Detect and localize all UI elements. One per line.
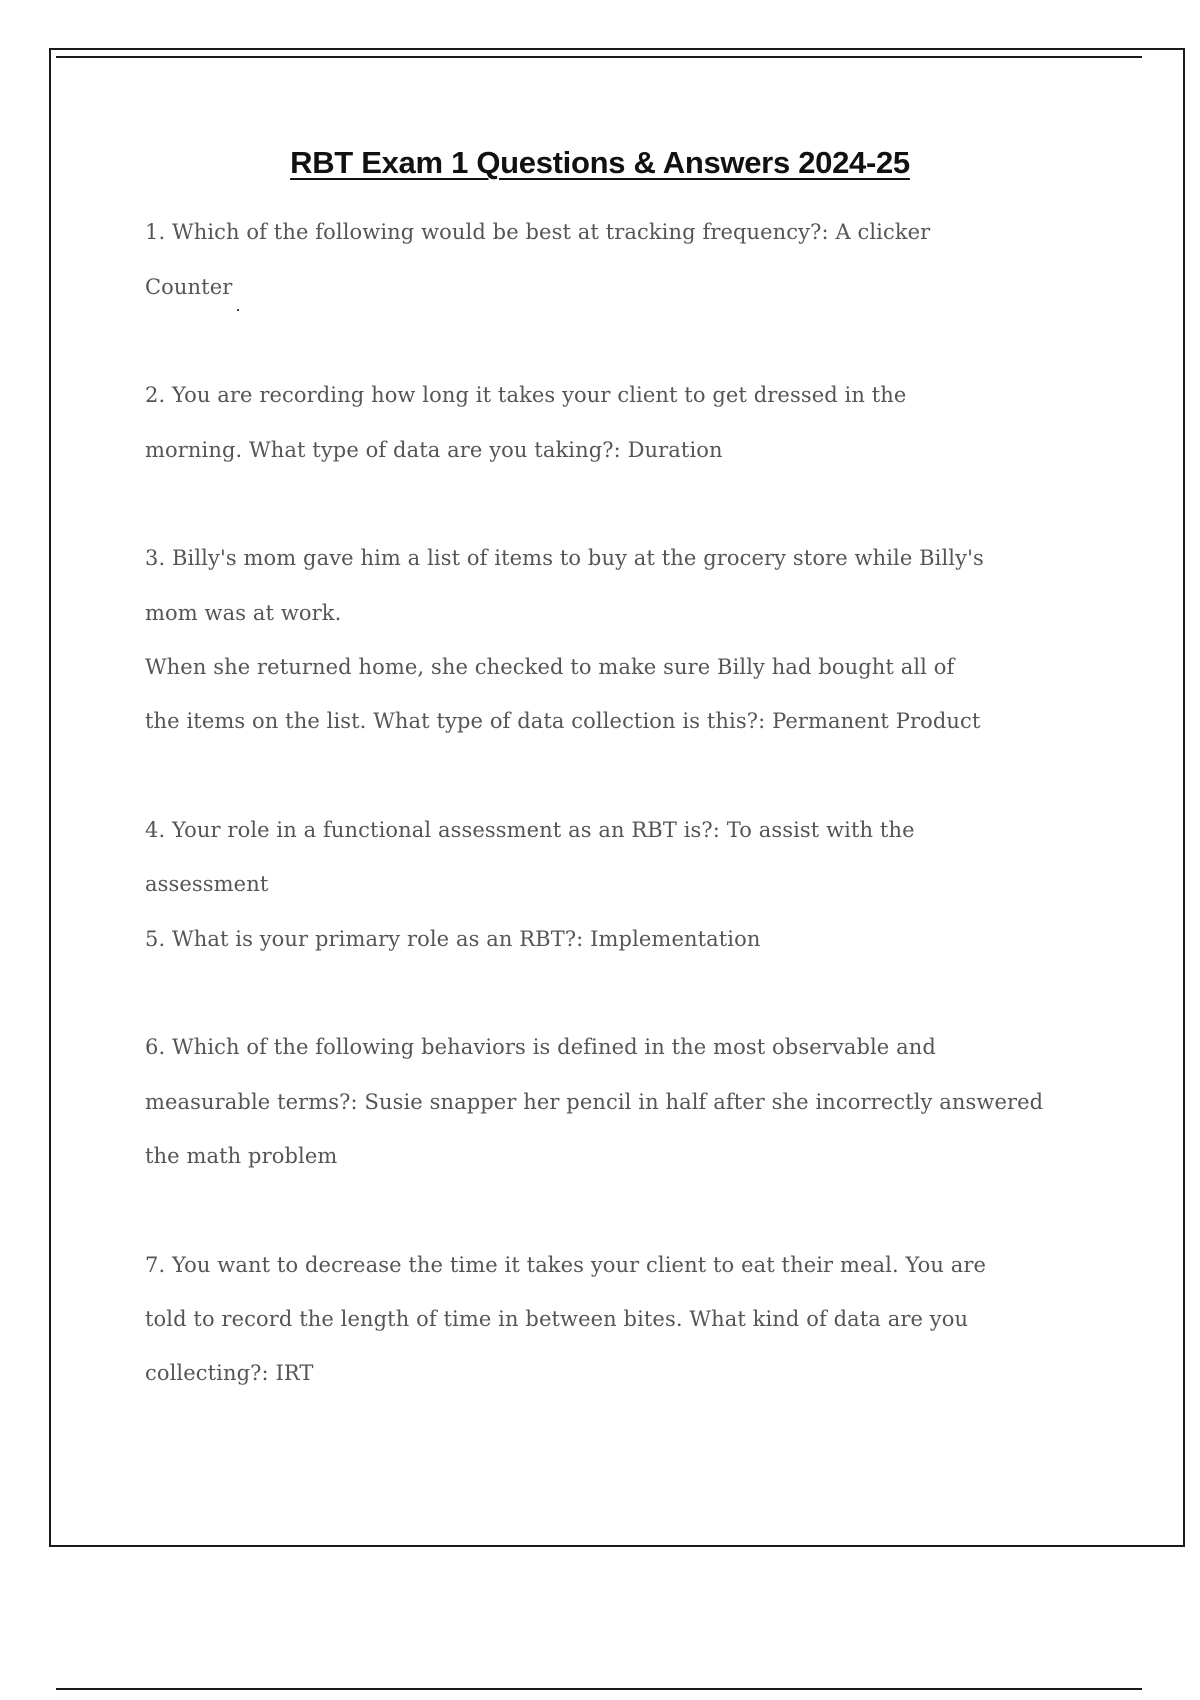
question-2-line-1: 2. You are recording how long it takes your client to get dressed in the	[145, 383, 907, 407]
stray-mark	[237, 309, 239, 311]
page-title-text: RBT Exam 1 Questions & Answers 2024-25	[290, 145, 910, 180]
question-3-line-4: the items on the list. What type of data collection is this?: Permanent Product	[145, 709, 981, 733]
bottom-rule	[56, 1688, 1142, 1690]
top-rule	[56, 56, 1142, 58]
question-6-line-1: 6. Which of the following behaviors is defined in the most observable and	[145, 1035, 936, 1059]
question-2-line-2: morning. What type of data are you taking?: Duration	[145, 438, 723, 462]
question-3-line-3: When she returned home, she checked to make sure Billy had bought all of	[145, 655, 955, 679]
question-4-line-2: assessment	[145, 872, 269, 896]
question-6-line-3: the math problem	[145, 1144, 338, 1168]
question-3-line-1: 3. Billy's mom gave him a list of items to buy at the grocery store while Billy's	[145, 546, 984, 570]
question-6-line-2: measurable terms?: Susie snapper her pencil in half after she incorrectly answered	[145, 1090, 1044, 1114]
question-7-line-3: collecting?: IRT	[145, 1361, 314, 1385]
question-1-line-1: 1. Which of the following would be best at tracking frequency?: A clicker	[145, 220, 931, 244]
question-4-line-1: 4. Your role in a functional assessment as an RBT is?: To assist with the	[145, 818, 915, 842]
question-7-line-1: 7. You want to decrease the time it takes your client to eat their meal. You are	[145, 1253, 987, 1277]
question-3-line-2: mom was at work.	[145, 601, 342, 625]
question-5-line-1: 5. What is your primary role as an RBT?: Implementation	[145, 927, 761, 951]
question-1-line-2: Counter	[145, 275, 233, 299]
page-title	[0, 145, 1200, 181]
question-7-line-2: told to record the length of time in between bites. What kind of data are you	[145, 1307, 969, 1331]
